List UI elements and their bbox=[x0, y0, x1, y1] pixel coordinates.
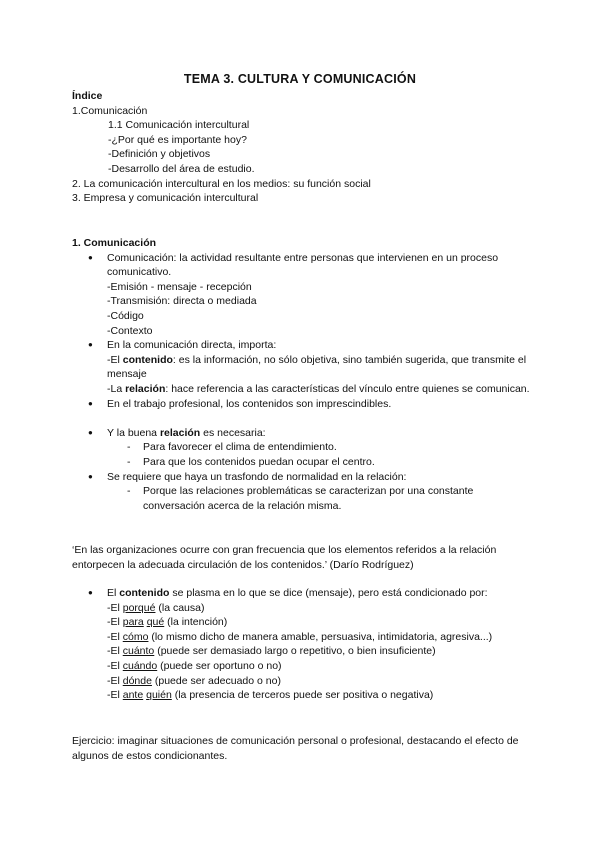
text-span: -El bbox=[107, 645, 123, 658]
text-span: El bbox=[107, 587, 120, 599]
text-span: (lo mismo dicho de manera amable, persuasiva, intimidatoria, agresiva...) bbox=[148, 630, 493, 643]
bullet-text bbox=[107, 426, 532, 441]
condition-line bbox=[107, 674, 532, 689]
dash-item: - Para que los contenidos puedan ocupar el centro. bbox=[107, 455, 532, 470]
text-span: -El bbox=[107, 674, 123, 687]
sub-line: -Transmisión: directa o mediada bbox=[107, 295, 257, 308]
bullet-text: ● Comunicación: la actividad resultante entre personas que intervienen en un proceso comunicativo. bbox=[107, 251, 499, 279]
text-span: (puede ser demasiado largo o repetitivo, o bien insuficiente) bbox=[154, 645, 436, 658]
index-item-1-1: 1.1 Comunicación intercultural bbox=[108, 119, 250, 132]
underlined-term: porqué bbox=[122, 601, 156, 614]
underlined-term: cuánto bbox=[122, 645, 155, 658]
bold-term: contenido bbox=[122, 353, 173, 366]
condition-line bbox=[107, 615, 532, 630]
bullet-list bbox=[72, 426, 532, 514]
sub-line: -Código bbox=[107, 309, 144, 322]
bullet-list bbox=[72, 251, 532, 412]
underlined-term: dónde bbox=[122, 674, 152, 687]
quote-paragraph: ‘En las organizaciones ocurre con gran frecuencia que los elementos referidos a la relación entorpecen la adecuada circulación de los contenidos.’ (Darío Rodríguez) bbox=[72, 544, 497, 571]
index-block bbox=[72, 89, 532, 206]
index-item-1-4: -Desarrollo del área de estudio. bbox=[108, 162, 255, 175]
index-item-1-2: -¿Por qué es importante hoy? bbox=[108, 133, 247, 146]
bullet-text: ● En el trabajo profesional, los contenidos son imprescindibles. bbox=[107, 397, 392, 410]
bullet-text bbox=[107, 586, 532, 601]
underlined-term: ante bbox=[122, 689, 144, 702]
index-item-3: 3. Empresa y comunicación intercultural bbox=[72, 192, 259, 205]
sub-line: -Contexto bbox=[107, 324, 153, 337]
exercise-paragraph: Ejercicio: imaginar situaciones de comunicación personal o profesional, destacando el efecto de algunos de estos condicionantes. bbox=[72, 735, 519, 762]
text-span: -El bbox=[107, 630, 123, 643]
condition-line bbox=[107, 688, 532, 703]
text-span: (la causa) bbox=[155, 601, 205, 614]
spacer bbox=[72, 411, 532, 426]
text-span: -El bbox=[107, 616, 123, 629]
text-span: -El bbox=[107, 689, 123, 702]
list-item bbox=[72, 251, 532, 339]
bullet-text: ● En la comunicación directa, importa: bbox=[107, 339, 277, 352]
text-span: : es la información, no sólo objetiva, sino también sugerida, que transmite el mensaje bbox=[107, 353, 527, 381]
condition-line bbox=[107, 644, 532, 659]
bullet-text: ● Se requiere que haya un trasfondo de normalidad en la relación: bbox=[107, 470, 407, 483]
text-span: -La bbox=[107, 382, 126, 395]
section-contenido bbox=[72, 586, 532, 703]
text-span: Y la buena bbox=[107, 426, 160, 439]
text-span: es necesaria: bbox=[200, 426, 266, 439]
sub-line-relacion bbox=[107, 382, 532, 397]
underlined-term: qué bbox=[146, 616, 165, 629]
text-span: (la presencia de terceros puede ser positiva o negativa) bbox=[171, 689, 434, 702]
index-heading: Índice bbox=[72, 90, 103, 102]
underlined-term: cómo bbox=[122, 630, 149, 643]
text-span: -El bbox=[107, 353, 123, 366]
text-span: : hace referencia a las características del vínculo entre quienes se comunican. bbox=[165, 382, 530, 395]
underlined-term: cuándo bbox=[122, 659, 158, 672]
index-item-2: 2. La comunicación intercultural en los medios: su función social bbox=[72, 177, 371, 190]
section-comunicacion bbox=[72, 236, 532, 513]
sub-line: -Emisión - mensaje - recepción bbox=[107, 280, 252, 293]
text-span: (puede ser adecuado o no) bbox=[151, 674, 281, 687]
index-item-1: 1.Comunicación bbox=[72, 104, 148, 117]
condition-line bbox=[107, 601, 532, 616]
condition-line bbox=[107, 630, 532, 645]
bold-term: contenido bbox=[119, 587, 170, 599]
list-item bbox=[72, 470, 532, 514]
condition-line bbox=[107, 659, 532, 674]
text-span: (puede ser oportuno o no) bbox=[157, 659, 282, 672]
sub-line-contenido bbox=[107, 353, 532, 382]
text-span: -El bbox=[107, 601, 123, 614]
bullet-list bbox=[72, 586, 532, 703]
text-span: (la intención) bbox=[164, 616, 228, 629]
index-item-1-3: -Definición y objetivos bbox=[108, 148, 211, 161]
dash-item: - Para favorecer el clima de entendimiento. bbox=[107, 440, 532, 455]
list-item bbox=[72, 338, 532, 396]
document-title: TEMA 3. CULTURA Y COMUNICACIÓN bbox=[183, 72, 417, 86]
dash-item: - Porque las relaciones problemáticas se caracterizan por una constante conversación acerca de la relación misma. bbox=[107, 484, 532, 513]
list-item bbox=[72, 586, 532, 703]
underlined-term: para bbox=[122, 616, 144, 629]
section-heading: 1. Comunicación bbox=[72, 237, 157, 249]
dash-list bbox=[107, 440, 532, 469]
list-item bbox=[72, 397, 532, 412]
text-span: se plasma en lo que se dice (mensaje), pero está condicionado por: bbox=[169, 587, 488, 599]
text-span: -El bbox=[107, 659, 123, 672]
bold-term: relación bbox=[159, 426, 201, 439]
dash-list bbox=[107, 484, 532, 513]
list-item bbox=[72, 426, 532, 470]
bold-term: relación bbox=[125, 382, 166, 395]
underlined-term: quién bbox=[146, 689, 172, 702]
